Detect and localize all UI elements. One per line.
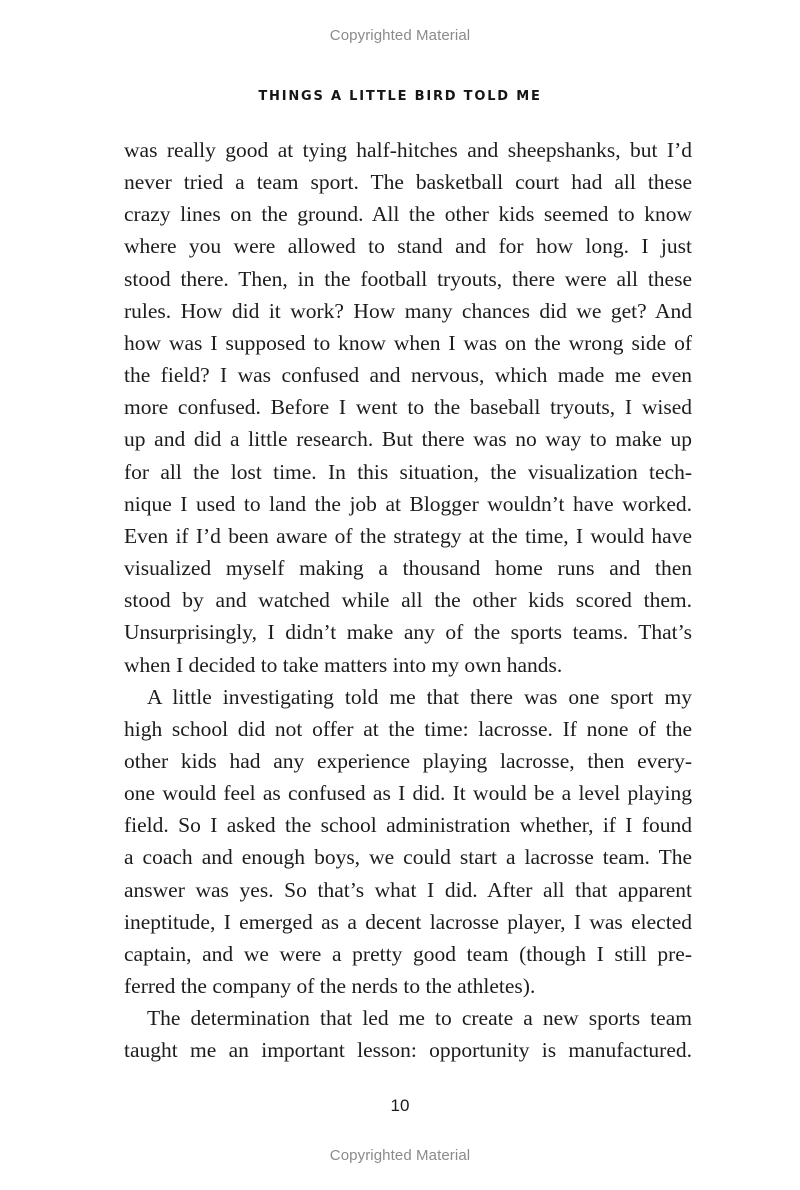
text-line: A little investigating told me that there was one sport my [147,684,692,709]
text-line: answer was yes. So that’s what I did. After all that apparent [124,877,692,902]
copyright-watermark-top: Copyrighted Material [329,27,471,44]
text-line: was really good at tying half-hitches and sheepshanks, but I’d [124,138,692,162]
text-line: The determination that led me to create a new sports team [147,1006,692,1031]
text-line: Even if I’d been aware of the strategy at the time, I would have [124,523,692,548]
text-line: captain, and we were a pretty good team (though I still pre- [124,941,692,966]
text-line: nique I used to land the job at Blogger wouldn’t have worked. [124,491,692,516]
text-line: never tried a team sport. The basketball court had all these [124,170,692,195]
text-line: more confused. Before I went to the baseball tryouts, I wised [124,395,692,420]
page-number: 10 [390,1096,410,1115]
body-text [124,134,692,1067]
copyright-watermark-bottom: Copyrighted Material [329,1147,471,1164]
text-line: crazy lines on the ground. All the other kids seemed to know [124,202,692,227]
text-line: up and did a little research. But there was no way to make up [124,427,692,452]
text-line: visualized myself making a thousand home runs and then [124,556,692,581]
paragraph-3 [124,1002,692,1066]
text-line: how was I supposed to know when I was on the wrong side of [124,330,692,355]
text-line: ferred the company of the nerds to the athletes). [124,974,536,999]
running-head: THINGS A LITTLE BIRD TOLD ME [258,89,542,104]
text-line: where you were allowed to stand and for how long. I just [124,234,692,259]
text-line: a coach and enough boys, we could start a lacrosse team. The [124,845,692,870]
text-line: for all the lost time. In this situation, the visualization tech- [124,459,692,484]
paragraph-1 [124,134,692,681]
text-line: taught me an important lesson: opportunity is manufactured. [124,1038,692,1063]
text-line: the field? I was confused and nervous, which made me even [124,363,692,388]
text-line: when I decided to take matters into my own hands. [124,652,563,677]
text-line: other kids had any experience playing lacrosse, then every- [124,748,692,773]
text-line: stood by and watched while all the other kids scored them. [124,588,692,613]
text-line: stood there. Then, in the football tryouts, there were all these [124,266,692,291]
text-line: one would feel as confused as I did. It would be a level playing [124,781,692,806]
text-line: ineptitude, I emerged as a decent lacrosse player, I was elected [124,909,692,934]
text-line: field. So I asked the school administration whether, if I found [124,813,692,838]
text-line: Unsurprisingly, I didn’t make any of the sports teams. That’s [124,620,692,645]
text-line: high school did not offer at the time: lacrosse. If none of the [124,716,692,741]
text-line: rules. How did it work? How many chances did we get? And [124,298,692,323]
paragraph-2 [124,681,692,1003]
